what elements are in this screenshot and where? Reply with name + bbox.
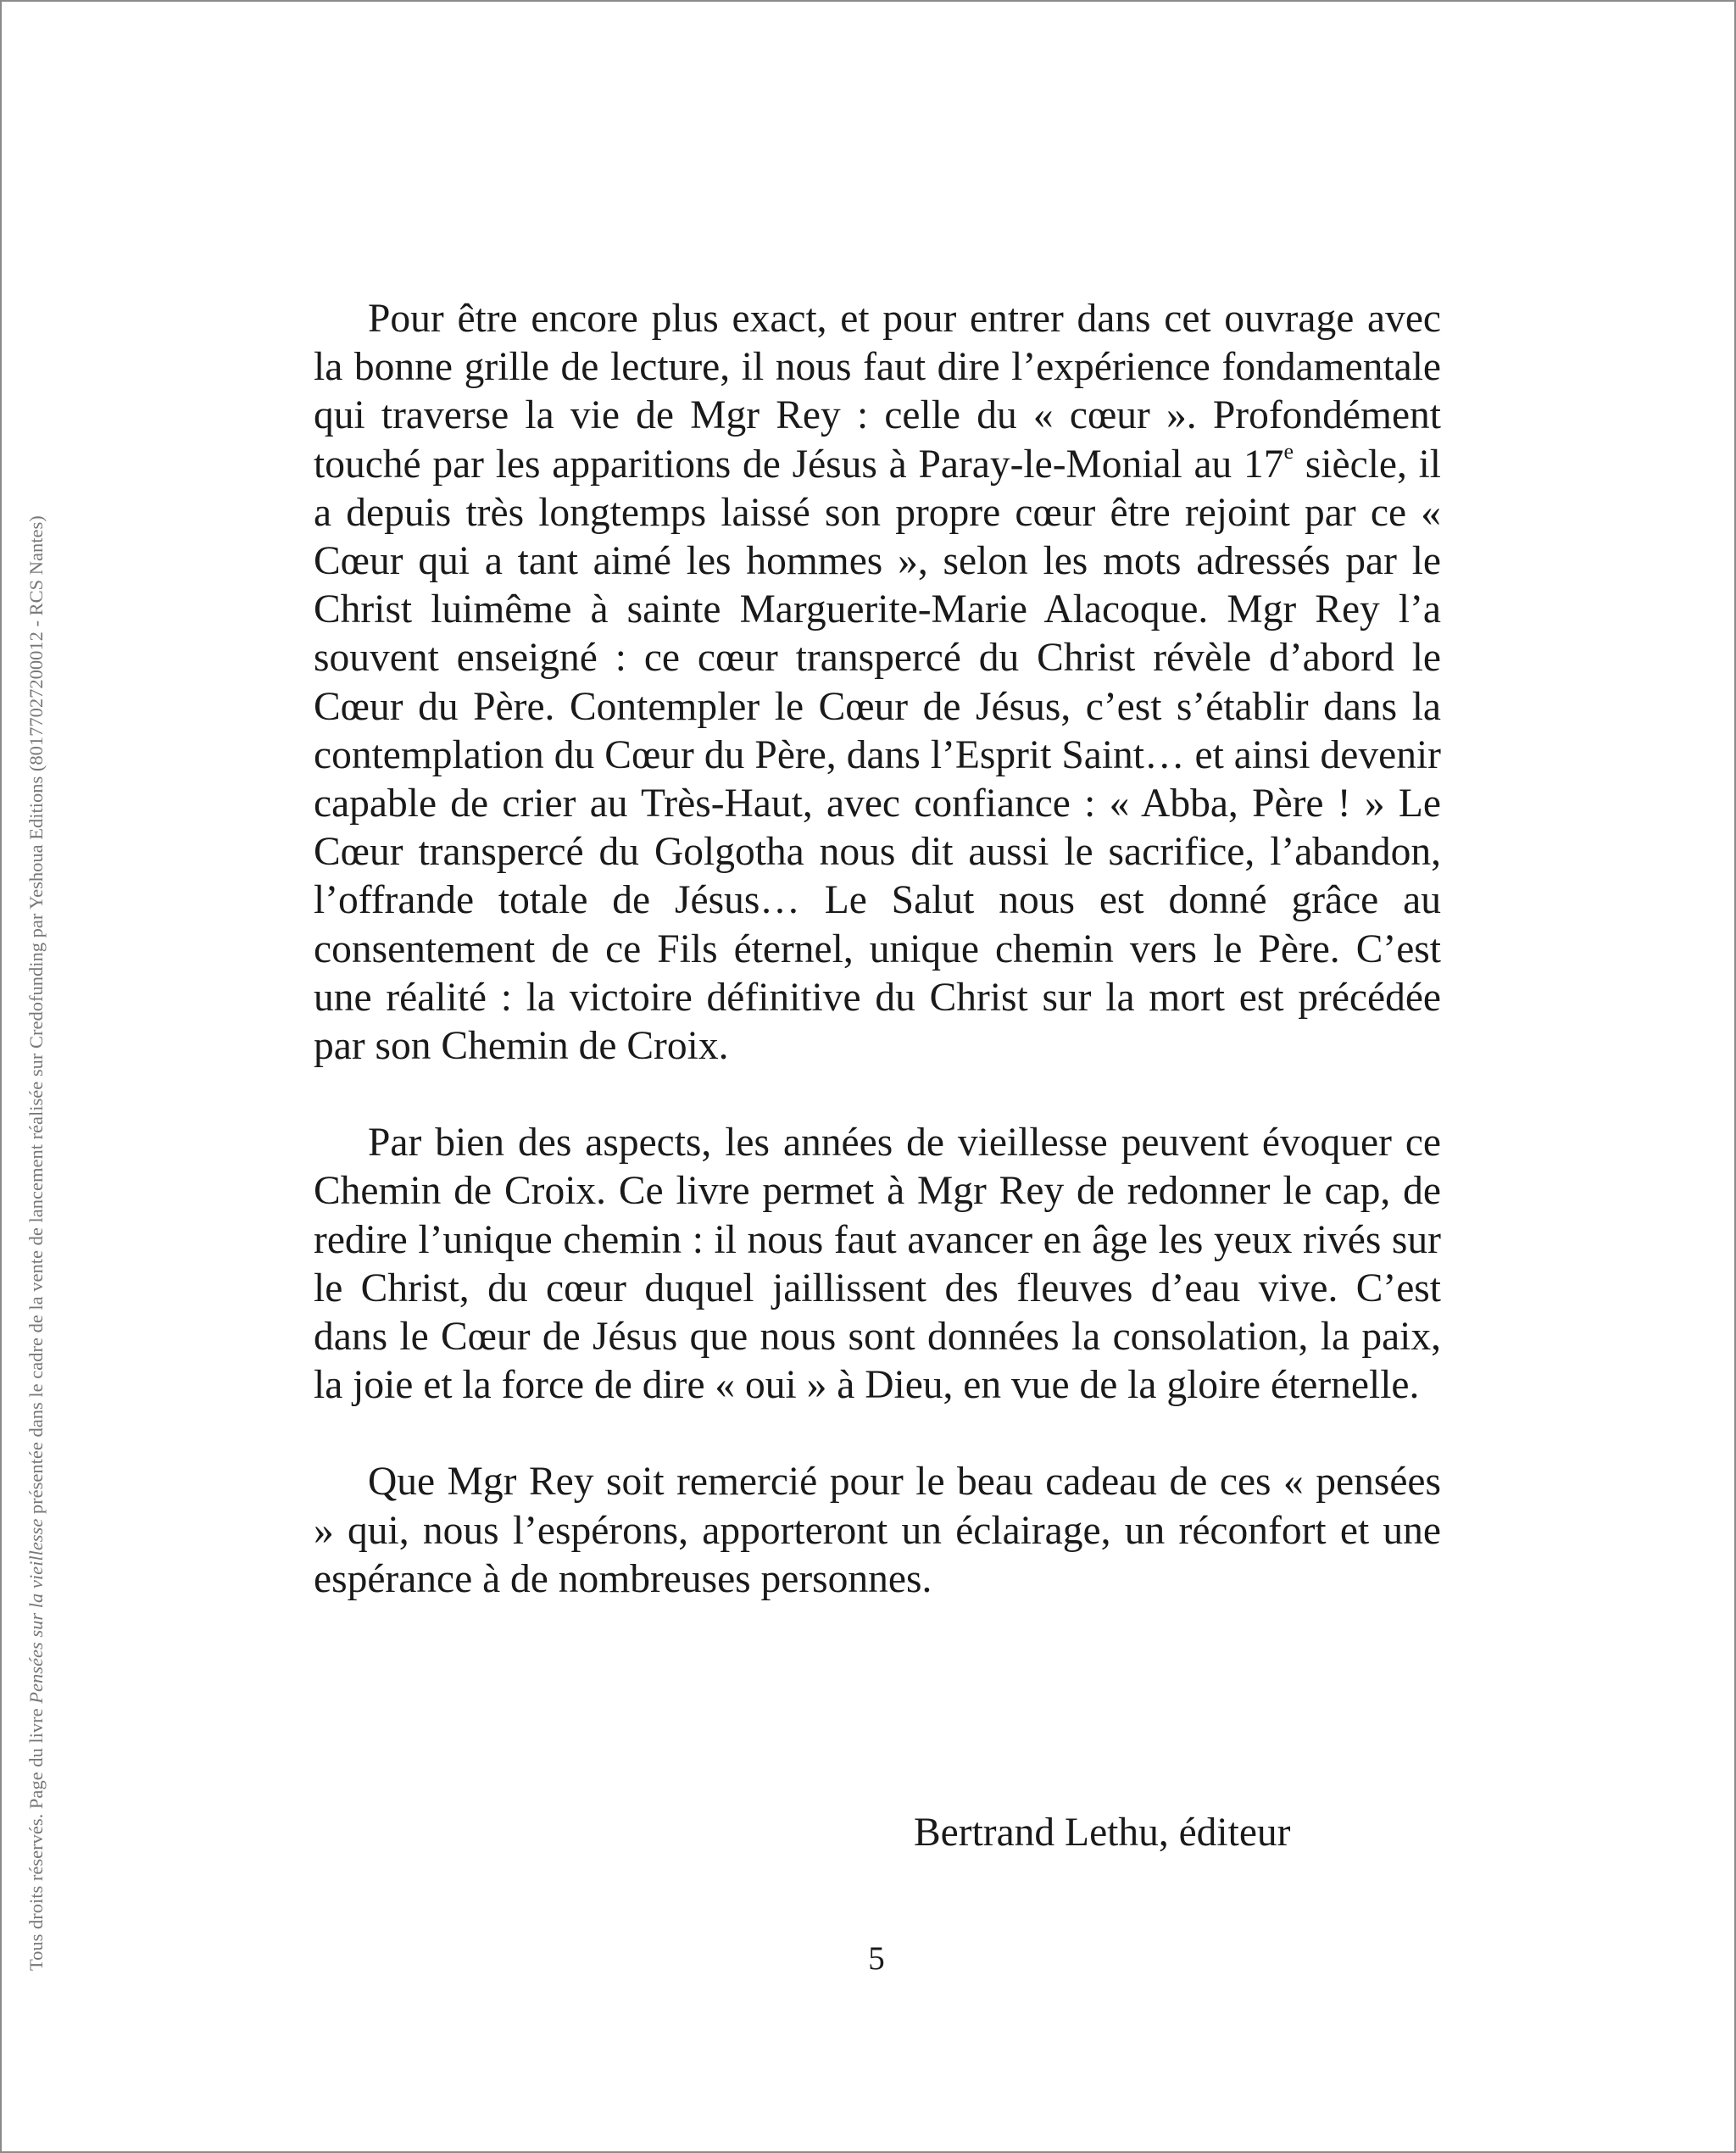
side-note-text-start: Tous droits réservés. Page du livre [25,1703,47,1971]
paragraph-1 [314,295,1441,1071]
paragraph-3: Que Mgr Rey soit remercié pour le beau cadeau de ces « pensées » qui, nous l’espérons, apporteront un éclairage, un réconfort et une espérance à de nombreuses personnes. [314,1460,1441,1601]
side-note-book-title: Pensées sur la vieillesse [25,1518,47,1704]
superscript-e: e [1283,438,1294,464]
paragraph-2: Par bien des aspects, les années de vieillesse peuvent évoquer ce Chemin de Croix. Ce livre permet à Mgr Rey de redonner le cap, de redire l’unique chemin : il nous faut avancer en âge les yeux rivés sur le Christ, du cœur duquel jaillissent des fleuves d’eau vive. C’est dans le Cœur de Jésus que nous sont données la consolation, la paix, la joie et la force de dire « oui » à Dieu, en vue de la gloire éternelle. [314,1121,1441,1408]
editor-signature: Bertrand Lethu, éditeur [914,1811,1291,1855]
page-body-text [314,295,1441,1604]
paragraph-1-end: siècle, il a depuis très longtemps laissé son propre cœur être rejoint par ce « Cœur qui a tant aimé les hommes », selon les mots adressés par le Christ luimême à sainte Marguerite-Marie Alacoque. Mgr Rey l’a souvent enseigné : ce cœur transpercé du Christ révèle d’abord le Cœur du Père. Contempler le Cœur de Jésus, c’est s’établir dans la contemplation du Cœur du Père, dans l’Esprit Saint… et ainsi devenir capable de crier au Très-Haut, avec confiance : « Abba, Père ! » Le Cœur transpercé du Golgotha nous dit aussi le sacrifice, l’abandon, l’offrande totale de Jésus… Le Salut nous est donné grâce au consentement de ce Fils éternel, unique chemin vers le Père. C’est une réalité : la victoire définitive du Christ sur la mort est précédée par son Chemin de Croix. [314,442,1441,1069]
copyright-side-note [24,174,49,1971]
side-note-text-end: présentée dans le cadre de la vente de lancement réalisée sur Credofunding par Yeshoua Editions (80177027200012 - RCS Nantes) [25,515,47,1519]
page-number: 5 [868,1940,885,1977]
paragraph-1-start: Pour être encore plus exact, et pour entrer dans cet ouvrage avec la bonne grille de lecture, il nous faut dire l’expérience fondamentale qui traverse la vie de Mgr Rey : celle du « cœur ». Profondément touché par les apparitions de Jésus à Paray-le-Monial au 17 [314,297,1441,487]
